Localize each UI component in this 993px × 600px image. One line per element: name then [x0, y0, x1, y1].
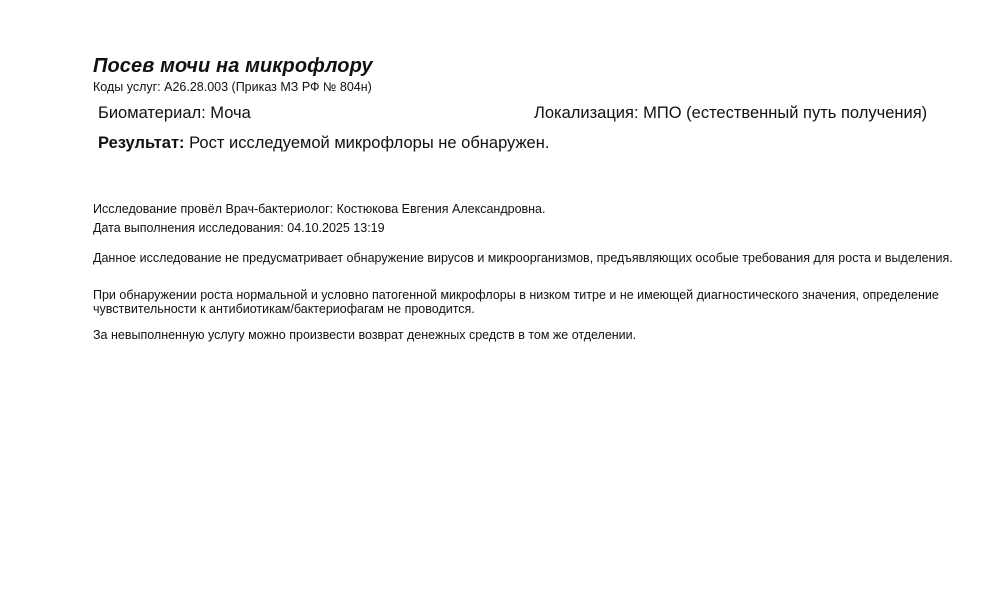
localization-field: Локализация: МПО (естественный путь получения)	[534, 104, 928, 122]
note-paragraph: При обнаружении роста нормальной и условно патогенной микрофлоры в низком титре и не имеющей диагностического значения, определение чувствительности к антибиотикам/бактериофагам не проводится.	[93, 288, 939, 316]
result-value: Рост исследуемой микрофлоры не обнаружен.	[189, 134, 550, 152]
result-label: Результат:	[98, 134, 185, 152]
report-title: Посев мочи на микрофлору	[93, 55, 373, 77]
note-paragraph: За невыполненную услугу можно произвести возврат денежных средств в том же отделении.	[93, 328, 637, 342]
result-line	[98, 134, 549, 153]
completion-date: Дата выполнения исследования: 04.10.2025 13:19	[93, 221, 385, 235]
note-paragraph: Данное исследование не предусматривает обнаружение вирусов и микроорганизмов, предъявляющих особые требования для роста и выделения.	[93, 251, 953, 265]
service-codes: Коды услуг: А26.28.003 (Приказ МЗ РФ № 804н)	[93, 80, 372, 94]
biomaterial-field: Биоматериал: Моча	[98, 104, 251, 122]
performed-by: Исследование провёл Врач-бактериолог: Костюкова Евгения Александровна.	[93, 202, 546, 216]
